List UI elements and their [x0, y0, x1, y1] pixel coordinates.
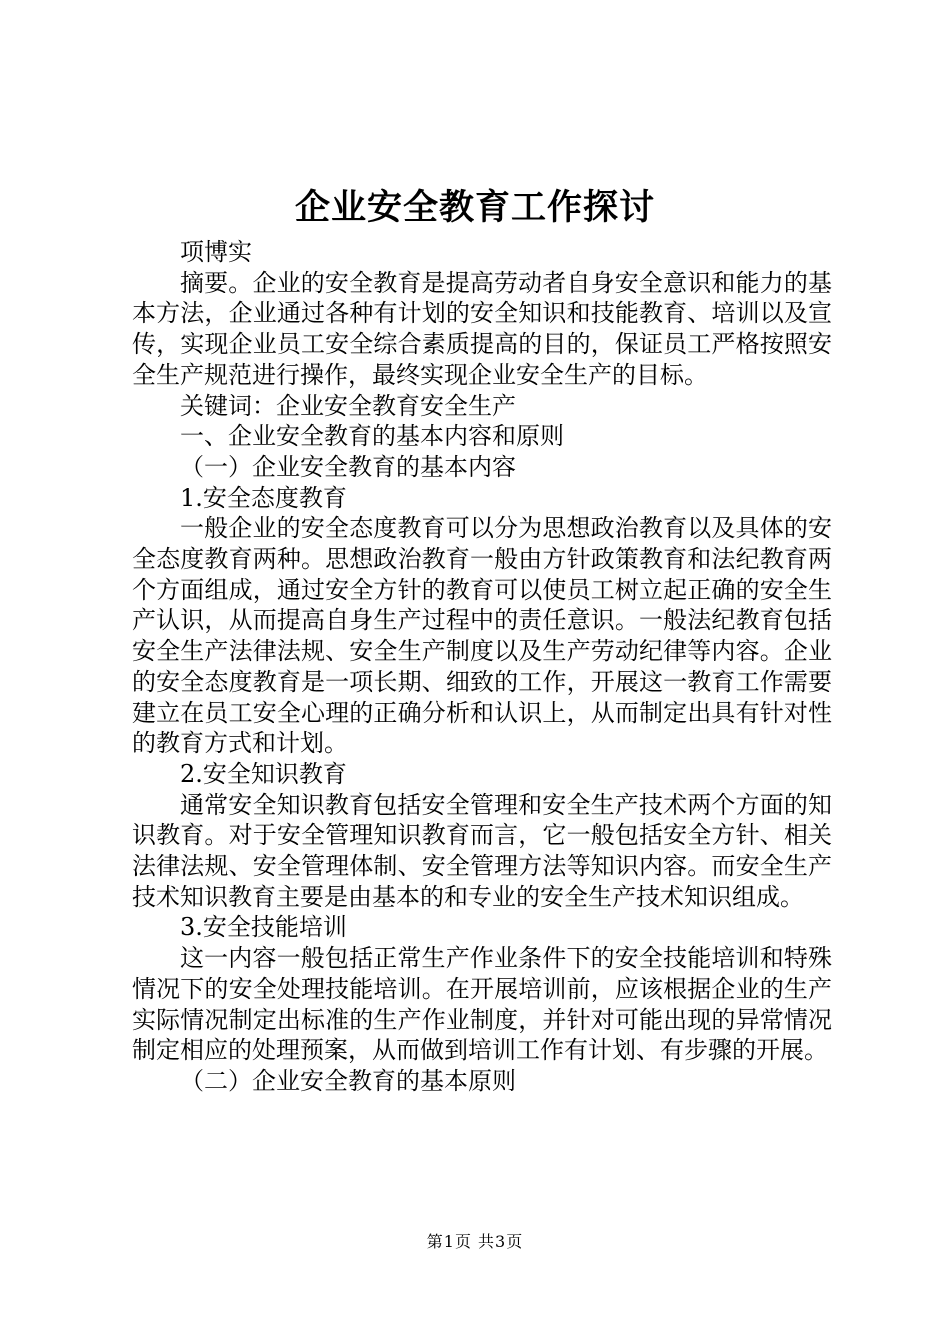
abstract-paragraph: 摘要。企业的安全教育是提高劳动者自身安全意识和能力的基本方法，企业通过各种有计划的安全知识和技能教育、培训以及宣传，实现企业员工安全综合素质提高的目的，保证员工严格按照安全生产规范进行操作，最终实现企业安全生产的目标。	[132, 268, 832, 389]
author-line: 项博实	[180, 238, 252, 266]
body-paragraph: 一般企业的安全态度教育可以分为思想政治教育以及具体的安全态度教育两种。思想政治教育一般由方针政策教育和法纪教育两个方面组成，通过安全方针的教育可以使员工树立起正确的安全生产认识，从而提高自身生产过程中的责任意识。一般法纪教育包括安全生产法律法规、安全生产制度以及生产劳动纪律等内容。企业的安全态度教育是一项长期、细致的工作，开展这一教育工作需要建立在员工安全心理的正确分析和认识上，从而制定出具有针对性的教育方式和计划。	[132, 514, 832, 758]
document-title: 企业安全教育工作探讨	[294, 187, 655, 228]
document-body	[132, 237, 832, 1097]
subsection-heading: （二）企业安全教育的基本原则	[180, 1066, 516, 1095]
item-heading: 1.安全态度教育	[180, 483, 347, 512]
body-paragraph: 这一内容一般包括正常生产作业条件下的安全技能培训和特殊情况下的安全处理技能培训。在开展培训前，应该根据企业的生产实际情况制定出标准的生产作业制度，并针对可能出现的异常情况制定相应的处理预案，从而做到培训工作有计划、有步骤的开展。	[132, 944, 832, 1065]
section-heading: 一、企业安全教育的基本内容和原则	[180, 422, 564, 451]
body-paragraph: 通常安全知识教育包括安全管理和安全生产技术两个方面的知识教育。对于安全管理知识教育而言，它一般包括安全方针、相关法律法规、安全管理体制、安全管理方法等知识内容。而安全生产技术知识教育主要是由基本的和专业的安全生产技术知识组成。	[132, 790, 832, 911]
item-heading: 3.安全技能培训	[180, 913, 347, 942]
item-heading: 2.安全知识教育	[180, 759, 347, 788]
keywords-line: 关键词：企业安全教育安全生产	[180, 391, 516, 420]
page-footer: 第1页 共3页	[426, 1232, 524, 1251]
subsection-heading: （一）企业安全教育的基本内容	[180, 452, 516, 481]
